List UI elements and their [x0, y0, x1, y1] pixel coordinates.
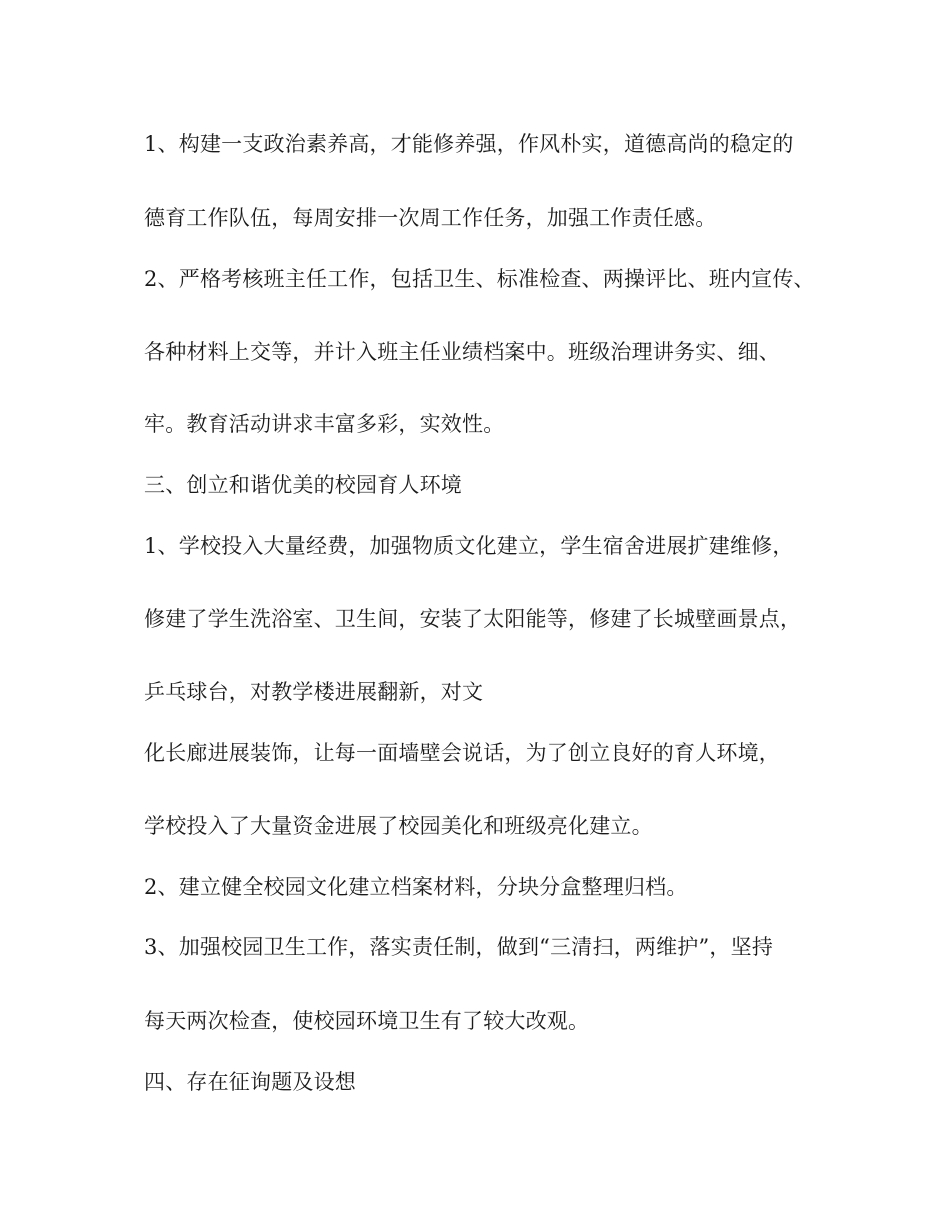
text-line: 化长廊进展装饰，让每一面墙壁会说话，为了创立良好的育人环境，	[144, 741, 780, 765]
text-line: 修建了学生洗浴室、卫生间，安装了太阳能等，修建了长城壁画景点，	[144, 607, 802, 631]
section-heading: 四、存在征询题及设想	[144, 1070, 356, 1094]
text-line: 3、加强校园卫生工作，落实责任制，做到“三清扫，两维护”，坚持	[144, 935, 774, 959]
text-line: 牢。教育活动讲求丰富多彩，实效性。	[144, 412, 505, 436]
text-line: 学校投入了大量资金进展了校园美化和班级亮化建立。	[144, 814, 653, 838]
text-line: 德育工作队伍，每周安排一次周工作任务，加强工作责任感。	[144, 206, 717, 230]
text-line: 乒乓球台，对教学楼进展翻新，对文	[144, 680, 484, 704]
text-line: 每天两次检查，使校园环境卫生有了较大改观。	[144, 1009, 590, 1033]
text-line: 各种材料上交等，并计入班主任业绩档案中。班级治理讲务实、细、	[144, 340, 780, 364]
text-line: 2、严格考核班主任工作，包括卫生、标准检查、两操评比、班内宣传、	[144, 267, 815, 291]
text-line: 1、学校投入大量经费，加强物质文化建立，学生宿舍进展扩建维修，	[144, 534, 794, 558]
text-line: 2、建立健全校园文化建立档案材料，分块分盒整理归档。	[144, 875, 688, 899]
section-heading: 三、创立和谐优美的校园育人环境	[144, 473, 462, 497]
text-line: 1、构建一支政治素养高，才能修养强，作风朴实，道德高尚的稳定的	[144, 132, 794, 156]
